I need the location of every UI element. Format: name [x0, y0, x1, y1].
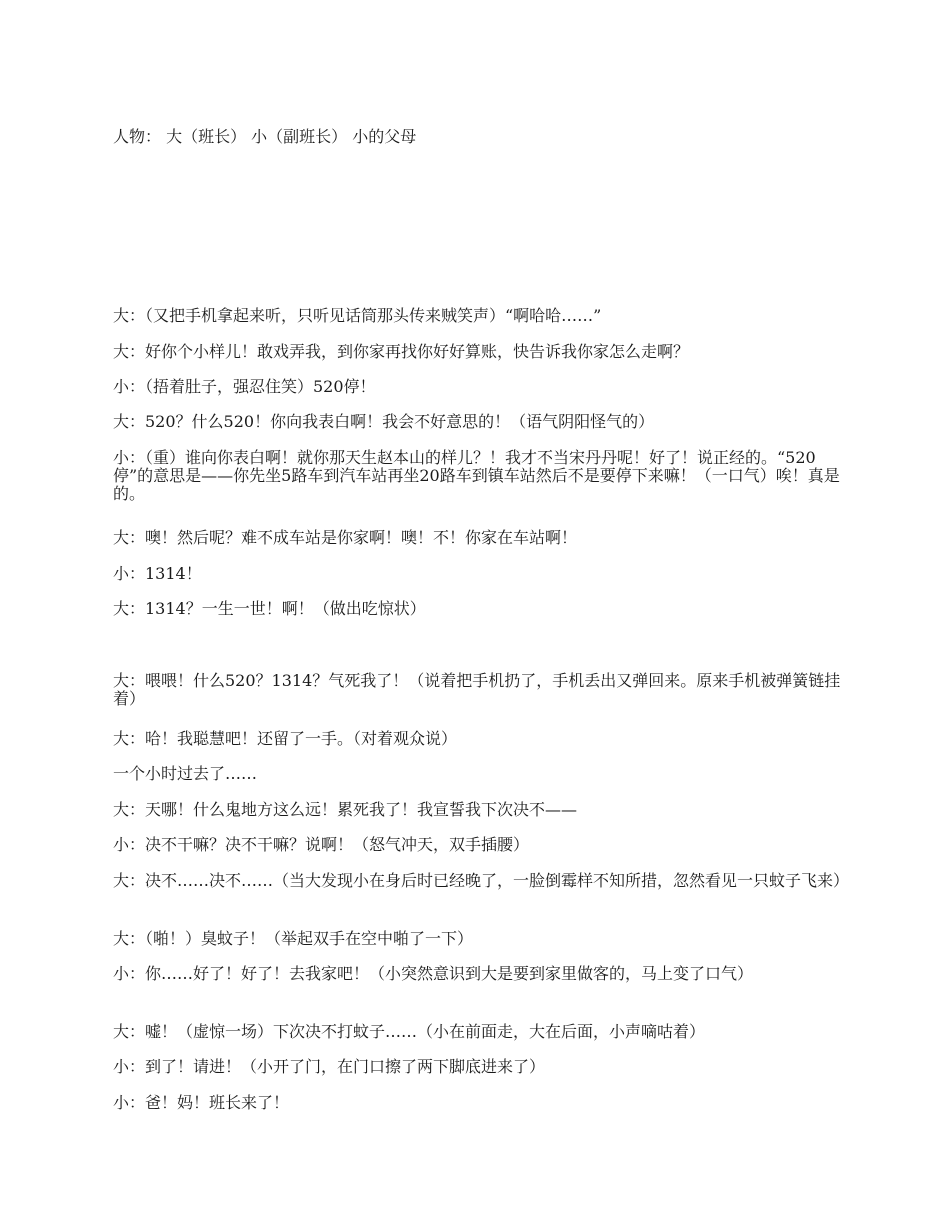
dialogue-line: 小：你……好了！好了！去我家吧！（小突然意识到大是要到家里做客的，马上变了口气）: [113, 964, 754, 983]
dialogue-line: 大：（啪！）臭蚊子！（举起双手在空中啪了一下）: [113, 929, 474, 948]
dialogue-line: 大：哈！我聪慧吧！还留了一手。（对着观众说）: [113, 729, 458, 748]
dialogue-line: 大：嘘！（虚惊一场）下次决不打蚊子……（小在前面走，大在后面，小声嘀咕着）: [113, 1022, 706, 1041]
dialogue-line: 小：爸！妈！班长来了！: [113, 1093, 290, 1112]
characters-line: 人物： 大（班长） 小（副班长） 小的父母: [113, 127, 417, 146]
dialogue-line: 大：天哪！什么鬼地方这么远！累死我了！我宣誓我下次决不——: [113, 800, 578, 819]
dialogue-line: 大：噢！然后呢？难不成车站是你家啊！噢！不！你家在车站啊！: [113, 528, 578, 547]
dialogue-line: 大：520？什么520！你向我表白啊！我会不好意思的！（语气阴阳怪气的）: [113, 412, 655, 431]
dialogue-line: 大：决不……决不……（当大发现小在身后时已经晚了，一脸倒霉样不知所措，忽然看见一只蚊子飞来）: [113, 871, 850, 890]
dialogue-line: 小：到了！请进！（小开了门，在门口擦了两下脚底进来了）: [113, 1057, 546, 1076]
dialogue-line: 小：决不干嘛？决不干嘛？说啊！（怒气冲天，双手插腰）: [113, 835, 530, 854]
dialogue-line: 大：好你个小样儿！敢戏弄我，到你家再找你好好算账，快告诉我你家怎么走啊？: [113, 342, 690, 361]
dialogue-line: 小：（重）谁向你表白啊！就你那天生赵本山的样儿？！我才不当宋丹丹呢！好了！说正经的。“520停”的意思是——你先坐5路车到汽车站再坐20路车到镇车站然后不是要停下来嘛！（一口气）唉！真是的。: [113, 448, 840, 503]
dialogue-line: 大：（又把手机拿起来听，只听见话筒那头传来贼笑声）“啊哈哈……”: [113, 306, 602, 325]
dialogue-line: 小：（捂着肚子，强忍住笑）520停！: [113, 377, 376, 396]
dialogue-line: 大：喂喂！什么520？1314？气死我了！（说着把手机扔了，手机丢出又弹回来。原来手机被弹簧链挂着）: [113, 671, 841, 708]
narration-line: 一个小时过去了……: [113, 764, 258, 783]
dialogue-line: 大：1314？一生一世！啊！（做出吃惊状）: [113, 599, 426, 618]
dialogue-line: 小：1314！: [113, 564, 202, 583]
